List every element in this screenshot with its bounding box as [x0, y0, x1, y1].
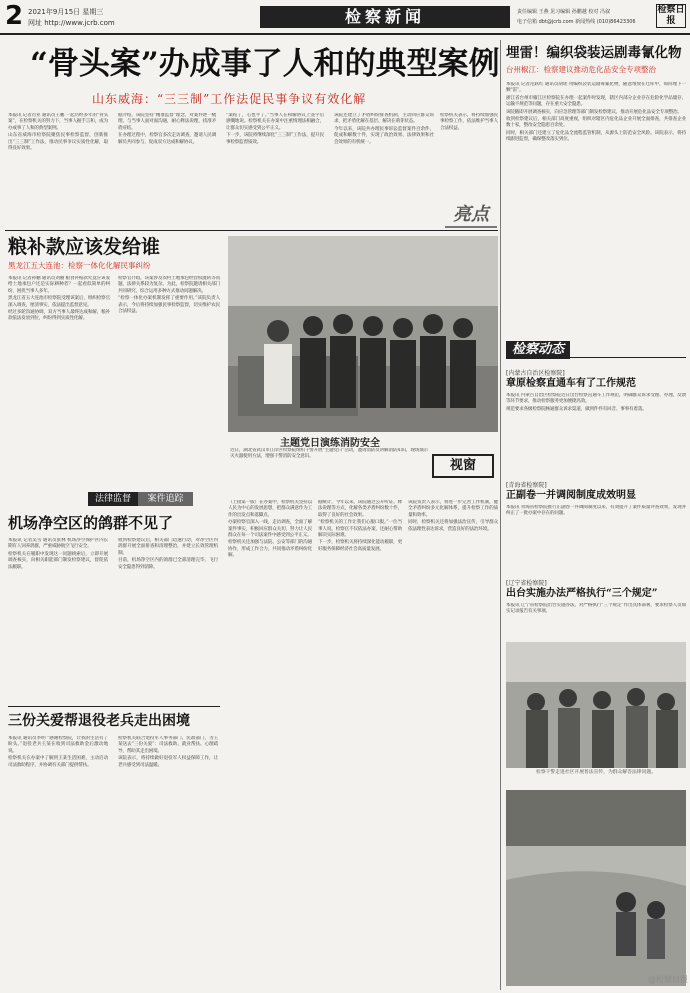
- middle-body-col-1: （上接第一版）在办案中，检察机关坚持以人民为中心的发展思想，把群众满意作为工作的出发点和落脚点。 办案检察官深入一线，走访调查，全面了解案件事实，积极回应群众关切，努力让人民群众在每一个司法案件中感受到公平正义。 检察机关还加强与法院、公安等部门的沟通协作，形成工作合力，共同推动矛盾纠纷化解。: [228, 500, 312, 559]
- site-line[interactable]: 网址 http://www.jcrb.com: [28, 19, 115, 27]
- tag-legal-supervision: 法律监督: [88, 492, 138, 506]
- brief-3-tag: [辽宁省检察院]: [506, 580, 547, 587]
- brief-1-body: 本报讯 内蒙古自治区检察院近日出台检察直通车工作规范，明确群众诉求受理、办理、反馈等环节要求，推动检察服务更加便捷高效。 规范要求各级检察院畅通群众诉求渠道，做到件件有回音、事事有着落。: [506, 393, 686, 412]
- right-subhead: 台州椒江：检察建议推动危化品安全专项整治: [506, 65, 656, 74]
- brief-2-headline: 正副卷一并调阅制度成效明显: [506, 490, 636, 501]
- photo-river-image: [506, 790, 686, 986]
- brief-3-body: 本报讯 辽宁省检察院出台实施办法，对严格执行“三个规定”作出具体部署，要求检察人员如实记录报告有关事项。: [506, 603, 686, 615]
- logo: 检察日报: [657, 5, 685, 26]
- masthead-rule: [0, 33, 690, 35]
- photo-stamp: 视窗: [432, 454, 494, 478]
- lead-body-col-3: “案结了，心也平了。”当事人在和解协议上签字后感慨地说。检察机关在办案中注重情理法相融合，让群众切实感受到公平正义。 下一步，该院将继续深化“三三制”工作法，提升民事检察监督质效。: [226, 113, 324, 145]
- lead-body-col-1: 本报讯 记者肖亚 通讯员王鹏 一起历经多年的“骨头案”，在检察机关的努力下，当事人握手言和，成为办成事了人和的典型案例。 山东省威海市检察院聚焦民事检察监督，创新推出“三三制”工作法，推动民事争议实质性化解，取得良好效果。: [8, 113, 108, 152]
- photo-fire-drill: [228, 236, 498, 432]
- contact-line-2: 电子信箱 dbt@jcrb.com 新闻热线 (010)86423306: [517, 19, 636, 25]
- tag-case-tracking: 案件追踪: [138, 492, 193, 506]
- photo-fire-drill-image: [228, 236, 498, 432]
- lead-headline: “骨头案”办成事了人和的典型案例: [30, 46, 500, 82]
- veterans-body-col-2: 检察机关联合退役军人事务部门、民政部门，为王某送去“三份关爱”：司法救助、就业帮扶、心理疏导，帮助其走出困境。 该院表示，将持续做好退役军人权益保障工作，让老兵感受到司法温暖。: [118, 736, 218, 768]
- contact-line-1: 责任编辑 王燕 见习编辑 孙鹏越 校对 冯叙: [517, 9, 610, 15]
- photo-community: [506, 642, 686, 768]
- second-headline: 粮补款应该发给谁: [8, 236, 161, 258]
- column-divider-right: [500, 40, 501, 990]
- pigeon-headline: 机场净空区的鸽群不见了: [8, 514, 174, 532]
- second-body-col-1: 本报讯 记者孙鹏 通讯员刘丽 粮食补贴款究竟应该发给土地承包户还是实际耕种者？一起看似简单的纠纷，困扰当事人多年。 黑龙江省五大连池市检察院受理该案后，组织检察官深入调查，厘清事实，依法提出监督意见。 经过多轮沟通协调，双方当事人最终达成和解，粮补款依法发放到位，纠纷得到实质性化解。: [8, 276, 110, 322]
- brief-2-body: 本报讯 青海省检察院推行正副卷一并调阅制度以来，有效提升了案件质量评查效果，发现并纠正了一批办案中存在的问题。: [506, 505, 686, 517]
- right-body: 本报讯 记者范跃红 通讯员胡瑶 用编织袋装运剧毒氰化物，随意堆放在仓库中，如同埋下一颗“雷”。 浙江省台州市椒江区检察院在办理一起案件时发现，辖区内部分企业存在危险化学品储存、运输不规范等问题，存在重大安全隐患。 该院随即开展调查核实，向应急管理等部门制发检察建议，推动开展危化品安全专项整治。 收到检察建议后，相关部门高度重视，组织对辖区内危化品企业开展全面排查，共排查企业数十家，整改安全隐患百余处。 同时，相关部门还建立了危化品全流程监管机制，从源头上防范安全风险。该院表示，将持续跟进监督，确保整改落实到位。: [506, 82, 686, 143]
- veterans-top-rule: [8, 706, 220, 707]
- brief-1-tag: [内蒙古自治区检察院]: [506, 370, 565, 377]
- lead-bottom-rule: [5, 230, 498, 231]
- watermark: @检察日报: [648, 975, 688, 984]
- right-headline: 埋雷！编织袋装运剧毒氰化物: [506, 45, 682, 61]
- section-title: 检察新闻: [260, 6, 510, 28]
- veterans-body-col-1: 本报讯 通讯员李明 “感谢检察院，让我的生活有了盼头。”退役老兵王某在收到司法救助金后激动地说。 检察机关在办案中了解到王某生活困难，主动启动司法救助程序，并协调有关部门提供帮扶。: [8, 736, 108, 768]
- photo-caption-title: 主题党日演练消防安全: [280, 438, 380, 449]
- photo-river: [506, 790, 686, 986]
- second-body-col-2: 检察官介绍，该案涉及农村土地承包经营权流转等问题，法律关系较为复杂。为此，检察院邀请相关部门共同研究，综合运用多种方式推动问题解决。 “检察一体化办案机制发挥了重要作用。”该院负责人表示，今后将持续加强民事检察监督，切实维护农民合法权益。: [118, 276, 220, 315]
- lead-stamp: 亮点: [445, 200, 497, 228]
- date-line: 2021年9月15日 星期三: [28, 8, 104, 16]
- lead-body-col-5: 检察机关表示，将持续加强民事检察工作，依法维护当事人合法权益。: [440, 113, 498, 131]
- pigeon-body-col-2: 收到检察建议后，相关部门迅速行动，对净空区内鸽群开展全面排查和清理整治，并建立长效管理机制。 目前，机场净空区内的鸽群已全部清理完毕，飞行安全隐患得到消除。: [118, 538, 218, 570]
- brief-1-headline: 章原检察直通车有了工作规范: [506, 378, 636, 389]
- procuratorate-news-label: 检察动态: [506, 341, 570, 359]
- lead-body-col-4: 该院还建立了矛盾纠纷排查机制，主动回应群众诉求，把矛盾化解在基层、解决在萌芽状态。 今年以来，该院共办理民事诉讼监督案件百余件，促成和解数十件，实现了政治效果、法律效果和社会效果的有机统一。: [334, 113, 434, 145]
- brief-2-tag: [青海省检察院]: [506, 482, 547, 489]
- pigeon-body-col-1: 本报讯 记者吴雪 通讯员张林 机场净空保护区内长期有人饲养鸽群，严重威胁航空飞行安全。 检察机关在履职中发现这一问题线索后，立即开展调查核实，向相关职能部门制发检察建议，督促依法履职。: [8, 538, 108, 570]
- lead-subhead: 山东威海：“三三制”工作法促民事争议有效化解: [92, 92, 367, 106]
- page-number: 2: [5, 1, 24, 31]
- middle-body-col-2: 据统计，今年以来，该院通过公开听证、释法说理等方式，化解各类矛盾纠纷数十件，取得了良好的社会效果。 “检察机关的工作让我们心服口服。”一位当事人说，检察官不仅依法办案，还耐心帮助解决实际困难。 下一步，检察机关将持续深化能动履职，更好服务保障经济社会高质量发展。: [318, 500, 402, 552]
- lead-body-col-2: 据介绍，该院坚持“精准监督”理念，对案件逐一梳理，与当事人面对面沟通，耐心释法说理，找准矛盾症结。 在办理过程中，检察官多次走访调查，邀请人民调解员共同参与，促成双方达成和解协议。: [118, 113, 216, 145]
- brief-3-headline: 出台实施办法严格执行“三个规定”: [506, 588, 658, 599]
- photo-community-caption: 检察干警走进社区开展普法宣传，为群众解答法律问题。: [536, 770, 656, 775]
- photo-caption-body: 近日，湖北省武汉市江岸区检察院组织干警开展“主题党日”活动，邀请消防员讲解消防知识，现场演示灭火器使用方法，增强干警消防安全意识。: [230, 448, 428, 460]
- veterans-headline: 三份关爱帮退役老兵走出困境: [8, 713, 190, 729]
- second-subhead: 黑龙江五大连池：检察一体化化解民事纠纷: [8, 261, 151, 270]
- photo-community-image: [506, 642, 686, 768]
- procuratorate-news-tag: [506, 338, 686, 358]
- middle-body-col-3: 该院负责人表示，将进一步完善工作机制，健全矛盾纠纷多元化解体系，提升检察工作的质量和效率。 同时，检察机关还将加强法治宣传，引导群众依法理性表达诉求，营造良好的法治环境。: [408, 500, 498, 532]
